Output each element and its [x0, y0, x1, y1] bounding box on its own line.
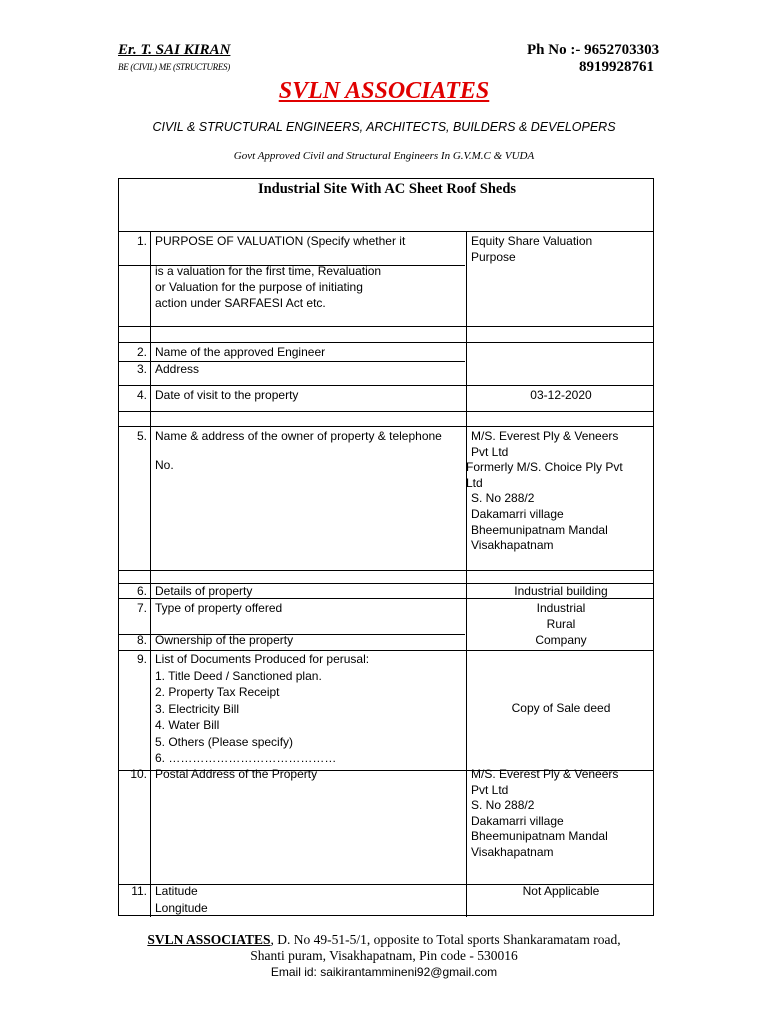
row-number: 5.: [136, 429, 147, 443]
row-label: 3. Electricity Bill: [155, 701, 240, 716]
footer-address-rest: , D. No 49-51-5/1, opposite to Total sports Shankaramatam road,: [270, 932, 621, 947]
row-value: Industrial building: [514, 584, 608, 598]
row-label: Postal Address of the Property: [155, 767, 318, 781]
firm-title: SVLN ASSOCIATES: [278, 78, 490, 104]
engineer-name: Er. T. SAI KIRAN: [118, 42, 231, 58]
row-number: 2.: [136, 345, 147, 359]
row-value: Pvt Ltd: [471, 782, 509, 797]
row-value: Dakamarri village: [471, 507, 564, 521]
row-number: 6.: [136, 584, 147, 598]
row-label: 6. ……………………………………: [155, 751, 337, 765]
footer-email: Email id: saikirantammineni92@gmail.com: [270, 965, 498, 979]
row-label: 2. Property Tax Receipt: [155, 685, 280, 699]
row-value: Visakhapatnam: [471, 538, 554, 553]
row-value: Visakhapatnam: [471, 845, 554, 859]
row-label: Address: [155, 362, 200, 376]
footer-address-line2: Shanti puram, Visakhapatnam, Pin code - 530016: [250, 948, 518, 963]
table-heading: Industrial Site With AC Sheet Roof Sheds: [257, 181, 517, 197]
row-value: Ltd: [466, 475, 483, 490]
row-value: Bheemunipatnam Mandal: [471, 829, 608, 844]
row-label: 4. Water Bill: [155, 718, 220, 732]
row-value: Dakamarri village: [471, 813, 564, 828]
row-value: 03-12-2020: [530, 388, 592, 402]
row-label: is a valuation for the first time, Revaluation: [155, 264, 382, 278]
row-label: Name & address of the owner of property & telephone: [155, 429, 442, 443]
row-number: 3.: [136, 362, 147, 376]
row-label: Date of visit to the property: [155, 388, 299, 402]
row-number: 7.: [136, 601, 147, 615]
row-label: Longitude: [155, 900, 208, 915]
firm-tagline: CIVIL & STRUCTURAL ENGINEERS, ARCHITECTS, BUILDERS & DEVELOPERS: [152, 120, 616, 134]
row-label: Name of the approved Engineer: [155, 345, 326, 359]
row-label: Type of property offered: [155, 601, 283, 615]
row-value: Formerly M/S. Choice Ply Pvt: [466, 460, 623, 475]
row-label: Latitude: [155, 884, 198, 898]
footer-firm-name: SVLN ASSOCIATES: [147, 932, 271, 947]
row-label: No.: [155, 458, 174, 472]
row-number: 1.: [136, 234, 147, 248]
row-value: Rural: [546, 616, 576, 631]
row-value: S. No 288/2: [471, 798, 535, 813]
row-value: Bheemunipatnam Mandal: [471, 522, 608, 537]
row-value: Purpose: [471, 249, 516, 264]
row-number: 11.: [131, 884, 147, 898]
row-number: 8.: [136, 633, 147, 647]
row-label: Ownership of the property: [155, 633, 294, 647]
row-value: Not Applicable: [522, 884, 600, 898]
row-label: Details of property: [155, 584, 253, 598]
row-value: Copy of Sale deed: [511, 701, 611, 715]
row-label: or Valuation for the purpose of initiating: [155, 280, 363, 294]
phone-number-1: Ph No :- 9652703303: [527, 42, 660, 58]
footer-address-line1: [0, 932, 768, 948]
row-label: PURPOSE OF VALUATION (Specify whether it: [155, 234, 406, 248]
row-label: action under SARFAESI Act etc.: [155, 296, 326, 310]
row-label: 1. Title Deed / Sanctioned plan.: [155, 668, 322, 683]
row-value: Industrial: [536, 601, 586, 615]
row-value: Equity Share Valuation: [471, 234, 593, 248]
row-number: 10.: [130, 767, 147, 781]
row-label: 5. Others (Please specify): [155, 734, 294, 749]
row-value: Company: [535, 633, 587, 647]
row-value: Pvt Ltd: [471, 444, 509, 459]
phone-number-2: 8919928761: [579, 59, 654, 75]
row-value: M/S. Everest Ply & Veneers: [471, 767, 619, 781]
row-number: 4.: [136, 388, 147, 402]
row-value: M/S. Everest Ply & Veneers: [471, 429, 619, 443]
govt-approval-line: Govt Approved Civil and Structural Engineers In G.V.M.C & VUDA: [233, 150, 535, 162]
engineer-qualification: BE (CIVIL) ME (STRUCTURES): [118, 62, 230, 72]
row-label: List of Documents Produced for perusal:: [155, 652, 370, 666]
row-value: S. No 288/2: [471, 491, 535, 506]
row-number: 9.: [136, 652, 147, 666]
valuation-form-table: [118, 178, 654, 916]
